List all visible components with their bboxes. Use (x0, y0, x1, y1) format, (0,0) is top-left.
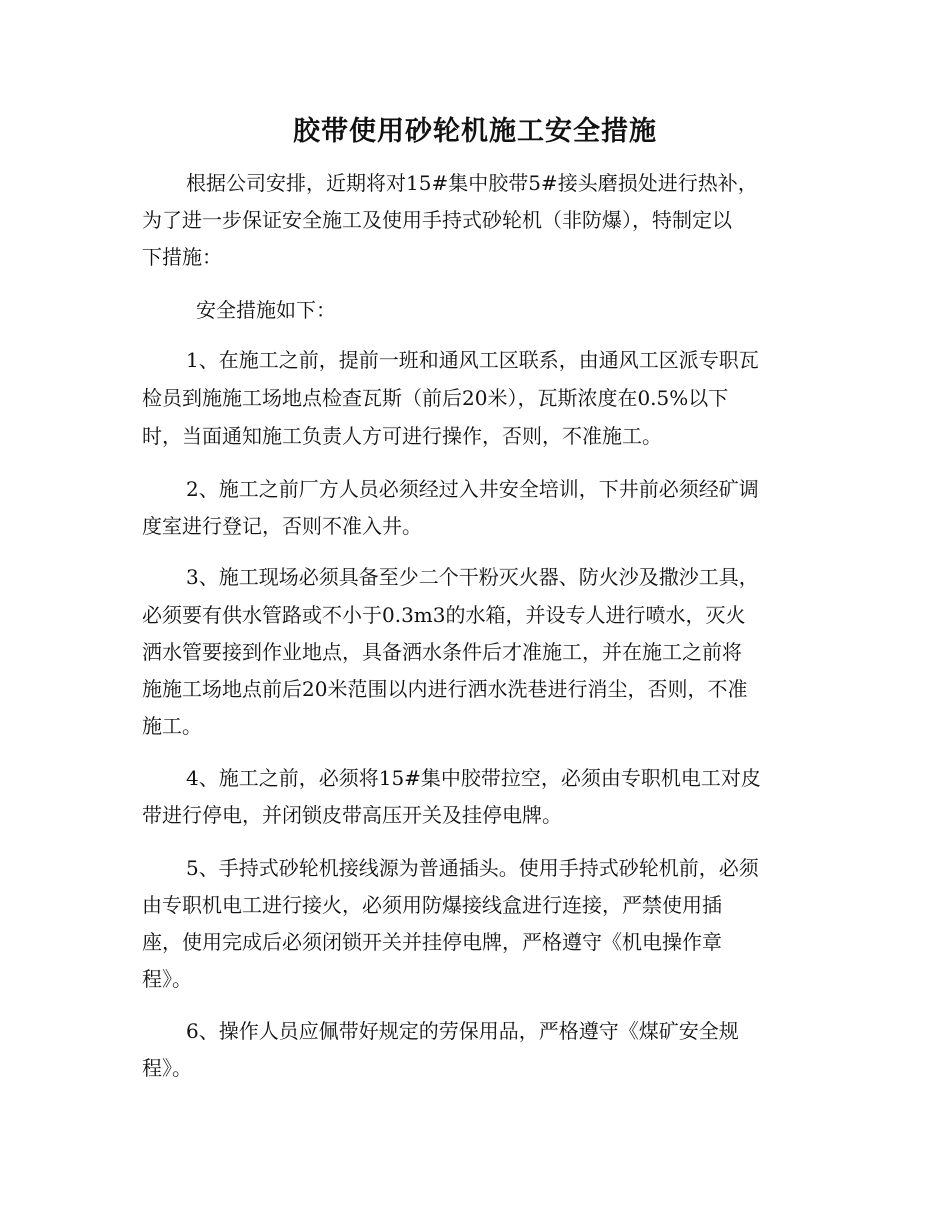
item-3-line: 必须要有供水管路或不小于0.3m3的水箱，并设专人进行喷水，灭火 (142, 603, 746, 627)
document-title: 胶带使用砂轮机施工安全措施 (293, 116, 657, 147)
item-3-line: 3、施工现场必须具备至少二个干粉灭火器、防火沙及撒沙工具， (186, 565, 759, 589)
item-1-line: 1、在施工之前，提前一班和通风工区联系，由通风工区派专职瓦 (186, 348, 759, 372)
item-4-line: 4、施工之前，必须将15#集中胶带拉空，必须由专职机电工对皮 (186, 766, 761, 790)
item-3-line: 施施工场地点前后20米范围以内进行洒水洗巷进行消尘，否则，不准 (142, 677, 748, 701)
item-4-line: 带进行停电，并闭锁皮带高压开关及挂停电牌。 (142, 803, 562, 827)
item-5-line: 程》。 (142, 967, 192, 991)
item-5-line: 座，使用完成后必须闭锁开关并挂停电牌，严格遵守《机电操作章 (142, 930, 722, 954)
intro-line: 根据公司安排，近期将对15#集中胶带5#接头磨损处进行热补， (186, 171, 758, 195)
item-3-line: 洒水管要接到作业地点，具备洒水条件后才准施工，并在施工之前将 (142, 640, 742, 664)
item-1-line: 检员到施施工场地点检查瓦斯（前后20米），瓦斯浓度在0.5%以下 (142, 386, 729, 410)
intro-line: 下措施： (142, 245, 222, 269)
item-1-line: 时，当面通知施工负责人方可进行操作，否则，不准施工。 (142, 424, 662, 448)
item-6-line: 程》。 (142, 1056, 192, 1080)
item-2-line: 2、施工之前厂方人员必须经过入井安全培训，下井前必须经矿调 (186, 477, 759, 501)
item-5-line: 由专职机电工进行接火，必须用防爆接线盒进行连接，严禁使用插 (142, 893, 722, 917)
item-3-line: 施工。 (142, 714, 202, 738)
item-6-line: 6、操作人员应佩带好规定的劳保用品，严格遵守《煤矿安全规 (186, 1019, 739, 1043)
intro-line: 为了进一步保证安全施工及使用手持式砂轮机（非防爆），特制定以 (142, 208, 732, 232)
item-5-line: 5、手持式砂轮机接线源为普通插头。使用手持式砂轮机前，必须 (186, 856, 759, 880)
item-2-line: 度室进行登记，否则不准入井。 (142, 514, 422, 538)
section-subheading: 安全措施如下： (196, 298, 336, 322)
